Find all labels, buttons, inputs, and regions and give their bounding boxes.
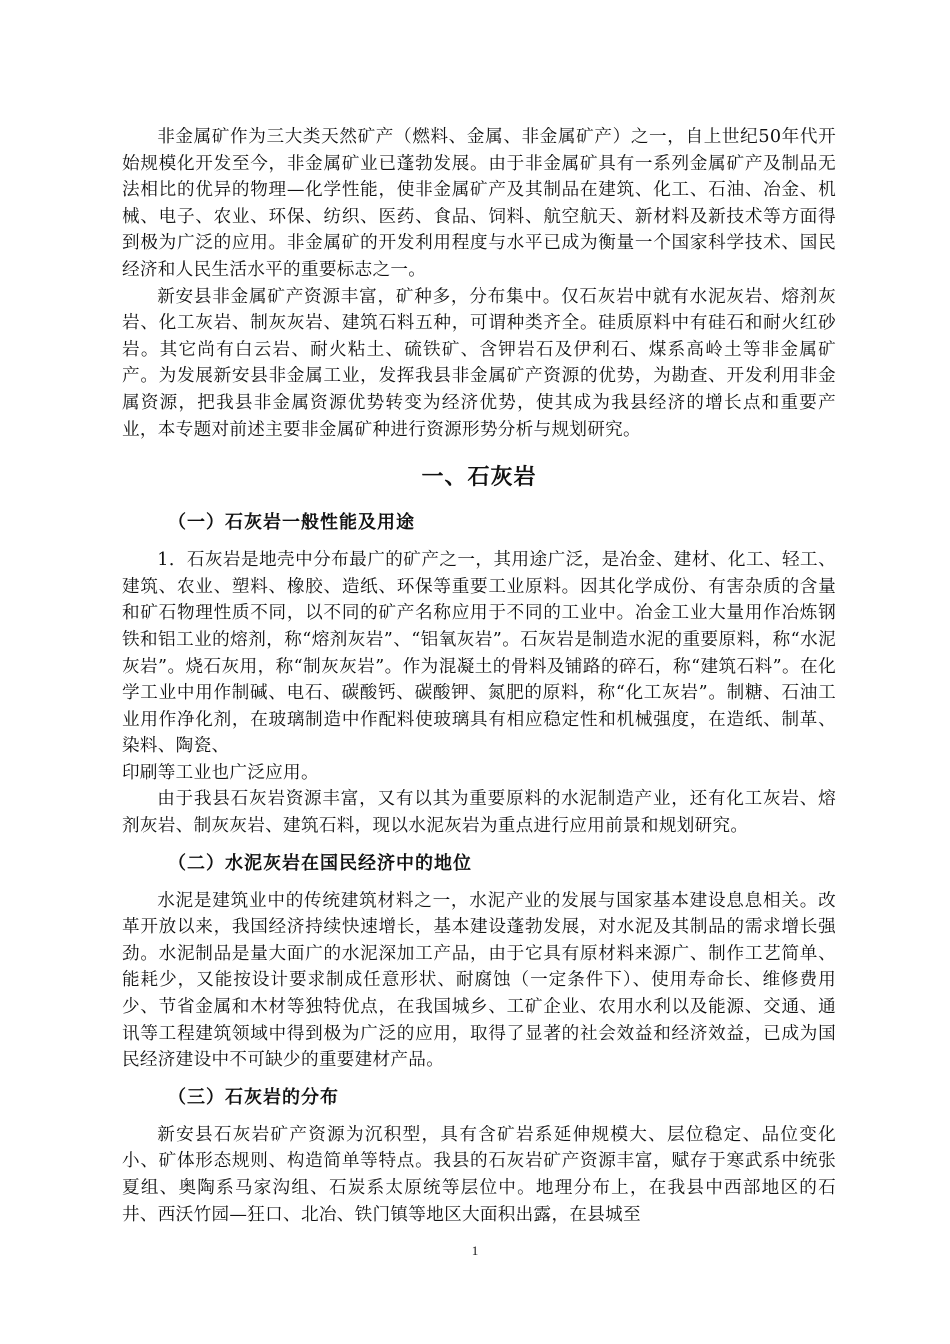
page-number: 1 <box>471 1243 479 1258</box>
subsection-1-paragraph-1-continued: 印刷等工业也广泛应用。 <box>122 762 319 783</box>
subsection-3-paragraph-1: 新安县石灰岩矿产资源为沉积型，具有含矿岩系延伸规模大、层位稳定、品位变化小、矿体形态规则、构造简单等特点。我县的石灰岩矿产资源丰富，赋存于寒武系中统张夏组、奥陶系马家沟组、石炭系太原统等层位中。地理分布上，在我县中西部地区的石井、西沃竹园—狂口、北冶、铁门镇等地区大面积出露，在县城至 <box>122 1124 836 1225</box>
page-content <box>122 124 836 1228</box>
subsection-1-paragraph-1: 1．石灰岩是地壳中分布最广的矿产之一，其用途广泛，是冶金、建材、化工、轻工、建筑、农业、塑料、橡胶、造纸、环保等重要工业原料。因其化学成份、有害杂质的含量和矿石物理性质不同，以不同的矿产名称应用于不同的工业中。冶金工业大量用作冶炼钢铁和铝工业的熔剂，称“熔剂灰岩”、“铝氧灰岩”。石灰岩是制造水泥的重要原料，称“水泥灰岩”。烧石灰用，称“制灰灰岩”。作为混凝土的骨料及铺路的碎石，称“建筑石料”。在化学工业中用作制碱、电石、碳酸钙、碳酸钾、氮肥的原料，称“化工灰岩”。制糖、石油工业用作净化剂，在玻璃制造中作配料使玻璃具有相应稳定性和机械强度，在造纸、制革、染料、陶瓷、 <box>122 550 836 757</box>
intro-paragraph-1: 非金属矿作为三大类天然矿产（燃料、金属、非金属矿产）之一，自上世纪50年代开始规模化开发至今，非金属矿业已蓬勃发展。由于非金属矿具有一系列金属矿产及制品无法相比的优异的物理—化学性能，使非金属矿产及其制品在建筑、化工、石油、冶金、机械、电子、农业、环保、纺织、医药、食品、饲料、航空航天、新材料及新技术等方面得到极为广泛的应用。非金属矿的开发利用程度与水平已成为衡量一个国家科学技术、国民经济和人民生活水平的重要标志之一。 <box>122 127 836 280</box>
subsection-2-paragraph-1: 水泥是建筑业中的传统建筑材料之一，水泥产业的发展与国家基本建设息息相关。改革开放以来，我国经济持续快速增长，基本建设蓬勃发展，对水泥及其制品的需求增长强劲。水泥制品是量大面广的水泥深加工产品，由于它具有原材料来源广、制作工艺简单、能耗少，又能按设计要求制成任意形状、耐腐蚀（一定条件下）、使用寿命长、维修费用少、节省金属和木材等独特优点，在我国城乡、工矿企业、农用水利以及能源、交通、通讯等工程建筑领域中得到极为广泛的应用，取得了显著的社会效益和经济效益，已成为国民经济建设中不可缺少的重要建材产品。 <box>122 890 836 1071</box>
section-title-limestone: 一、石灰岩 <box>421 464 537 491</box>
subsection-title-2: （二）水泥灰岩在国民经济中的地位 <box>168 852 472 874</box>
intro-paragraph-2: 新安县非金属矿产资源丰富，矿种多，分布集中。仅石灰岩中就有水泥灰岩、熔剂灰岩、化工灰岩、制灰灰岩、建筑石料五种，可谓种类齐全。硅质原料中有硅石和耐火红砂岩。其它尚有白云岩、耐火粘土、硫铁矿、含钾岩石及伊利石、煤系高岭土等非金属矿产。为发展新安县非金属工业，发挥我县非金属矿产资源的优势，为勘查、开发利用非金属资源，把我县非金属资源优势转变为经济优势，使其成为我县经济的增长点和重要产业，本专题对前述主要非金属矿种进行资源形势分析与规划研究。 <box>122 286 836 440</box>
subsection-title-3: （三）石灰岩的分布 <box>168 1086 339 1108</box>
subsection-1-paragraph-2: 由于我县石灰岩资源丰富，又有以其为重要原料的水泥制造产业，还有化工灰岩、熔剂灰岩、制灰灰岩、建筑石料，现以水泥灰岩为重点进行应用前景和规划研究。 <box>122 789 836 837</box>
subsection-title-1: （一）石灰岩一般性能及用途 <box>168 512 415 534</box>
